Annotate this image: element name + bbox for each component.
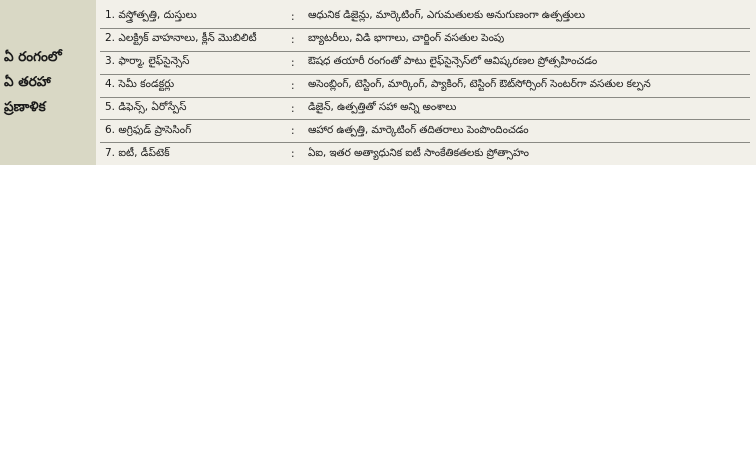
- separator: :: [291, 102, 295, 115]
- sector-name: 3. ఫార్మా, లైఫ్‌సైన్సెస్: [105, 55, 190, 68]
- sector-plan: ఆహార ఉత్పత్తి, మార్కెటింగ్ తదితరాలు పెంపొందించడం: [308, 123, 529, 136]
- sector-name: 7. ఐటీ, డీప్‌టెక్: [105, 146, 170, 159]
- separator: :: [291, 148, 295, 161]
- table-row: [100, 75, 750, 98]
- sector-plan: డిజైన్, ఉత్పత్తితో సహా అన్ని అంశాలు: [308, 101, 457, 113]
- side-heading-line-3: ప్రణాళిక: [4, 99, 46, 115]
- separator: :: [291, 10, 295, 23]
- separator: :: [291, 79, 295, 92]
- sector-name: 2. ఎలక్ట్రిక్ వాహనాలు, క్లీన్ మొబిలిటీ: [105, 32, 257, 45]
- sector-plan: ఆధునిక డిజైన్లు, మార్కెటింగ్, ఎగుమతులకు అనుగుణంగా ఉత్పత్తులు: [308, 9, 585, 22]
- table-row: [100, 120, 750, 143]
- table-row: [100, 6, 750, 29]
- sector-rows: [96, 0, 756, 165]
- separator: :: [291, 125, 295, 138]
- sector-plan: అసెంబ్లింగ్, టెస్టింగ్, మార్కింగ్, ప్యాకింగ్, టెస్టింగ్ ఔట్‌సోర్సింగ్ సెంటర్‌గా వసతుల కల్పన: [308, 78, 651, 91]
- sector-name: 4. సెమీ కండక్టర్లు: [105, 78, 175, 91]
- table-row: [100, 52, 750, 75]
- separator: :: [291, 56, 295, 69]
- sector-name: 6. అగ్రిఫుడ్ ప్రాసెసింగ్: [105, 123, 192, 136]
- sector-plan: బ్యాటరీలు, విడి భాగాలు, చార్జింగ్ వసతుల పెంపు: [308, 32, 505, 45]
- table-row: [100, 98, 750, 121]
- side-heading-line-1: ఏ రంగంలో: [4, 49, 62, 65]
- sector-plan: ఔషధ తయారీ రంగంతో పాటు లైఫ్‌సైన్సెస్‌లో ఆవిష్కరణల ప్రోత్సహించడం: [308, 55, 598, 68]
- sector-plan: ఏఐ, ఇతర అత్యాధునిక ఐటీ సాంకేతికతలకు ప్రోత్సాహం: [308, 146, 529, 159]
- side-heading: [0, 0, 96, 165]
- sector-name: 5. డిఫెన్స్, ఏరోస్పేస్: [105, 101, 187, 113]
- table-row: [100, 29, 750, 52]
- separator: :: [291, 33, 295, 46]
- sector-name: 1. వస్త్రోత్పత్తి, దుస్తులు: [105, 9, 197, 22]
- side-heading-line-2: ఏ తరహా: [4, 74, 51, 90]
- table-row: [100, 143, 750, 165]
- sector-plan-table: [0, 0, 756, 165]
